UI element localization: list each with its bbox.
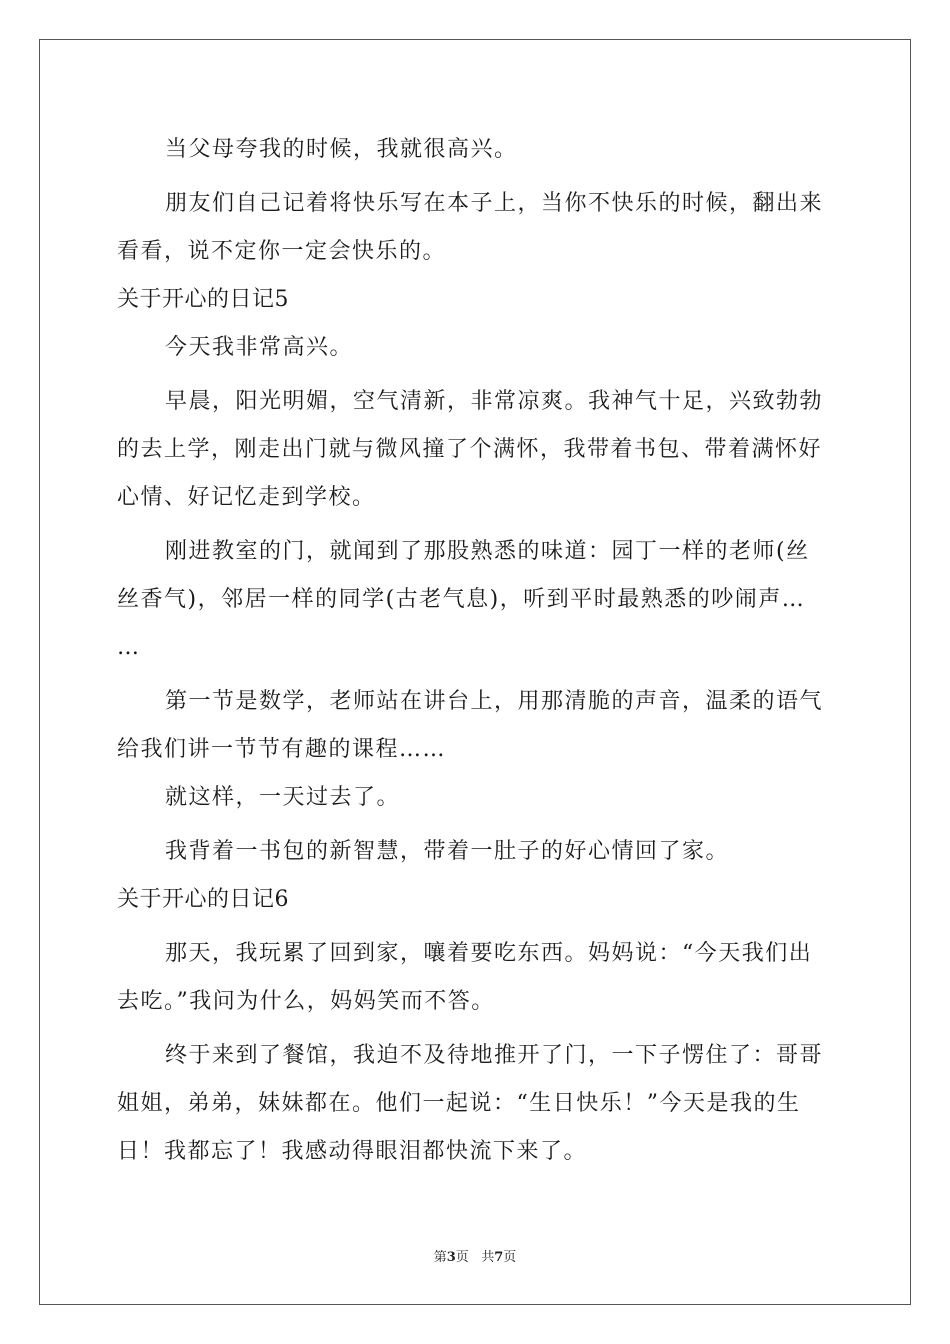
paragraph-line: 第一节是数学，老师站在讲台上，用那清脆的声音，温柔的语气 [165, 689, 824, 714]
page-label-prefix: 第 [433, 1250, 447, 1265]
paragraph-line: 当父母夸我的时候，我就很高兴。 [165, 137, 518, 162]
paragraph-line: 今天我非常高兴。 [165, 335, 354, 360]
paragraph-line: 那天，我玩累了回到家，嚷着要吃东西。妈妈说：“今天我们出 [165, 941, 813, 966]
paragraph-line: 的去上学，刚走出门就与微风撞了个满怀，我带着书包、带着满怀好 [117, 437, 823, 462]
total-pages: 7 [494, 1250, 504, 1265]
page-number: 3 [446, 1250, 456, 1265]
total-label-prefix: 共 [481, 1250, 495, 1265]
page-label-suffix: 页 [455, 1250, 469, 1265]
paragraph-line: 丝香气)，邻居一样的同学(古老气息)，听到平时最熟悉的吵闹声… [117, 587, 806, 612]
paragraph-line: 心情、好记忆走到学校。 [117, 485, 376, 510]
paragraph-line: 给我们讲一节节有趣的课程…… [117, 737, 447, 762]
paragraph-line: 看看，说不定你一定会快乐的。 [117, 239, 447, 264]
paragraph-line: 我背着一书包的新智慧，带着一肚子的好心情回了家。 [165, 839, 730, 864]
paragraph-line: 刚进教室的门，就闻到了那股熟悉的味道：园丁一样的老师(丝 [165, 539, 810, 564]
document-body [117, 126, 833, 1176]
paragraph-line: 日！我都忘了！我感动得眼泪都快流下来了。 [117, 1139, 588, 1164]
paragraph-line: 早晨，阳光明媚，空气清新，非常凉爽。我神气十足，兴致勃勃 [165, 389, 824, 414]
paragraph-line: … [117, 635, 141, 660]
paragraph-line: 姐姐，弟弟，妹妹都在。他们一起说：“生日快乐！”今天是我的生 [117, 1091, 801, 1116]
paragraph-line: 朋友们自己记着将快乐写在本子上，当你不快乐的时候，翻出来 [165, 191, 824, 216]
total-label-suffix: 页 [503, 1250, 517, 1265]
paragraph-line: 就这样，一天过去了。 [165, 785, 401, 810]
section-heading: 关于开心的日记5 [117, 287, 289, 312]
paragraph-line: 去吃。”我问为什么，妈妈笑而不答。 [117, 989, 495, 1014]
page-footer [0, 1246, 950, 1265]
paragraph-line: 终于来到了餐馆，我迫不及待地推开了门，一下子愣住了：哥哥 [165, 1043, 824, 1068]
section-heading: 关于开心的日记6 [117, 887, 289, 912]
